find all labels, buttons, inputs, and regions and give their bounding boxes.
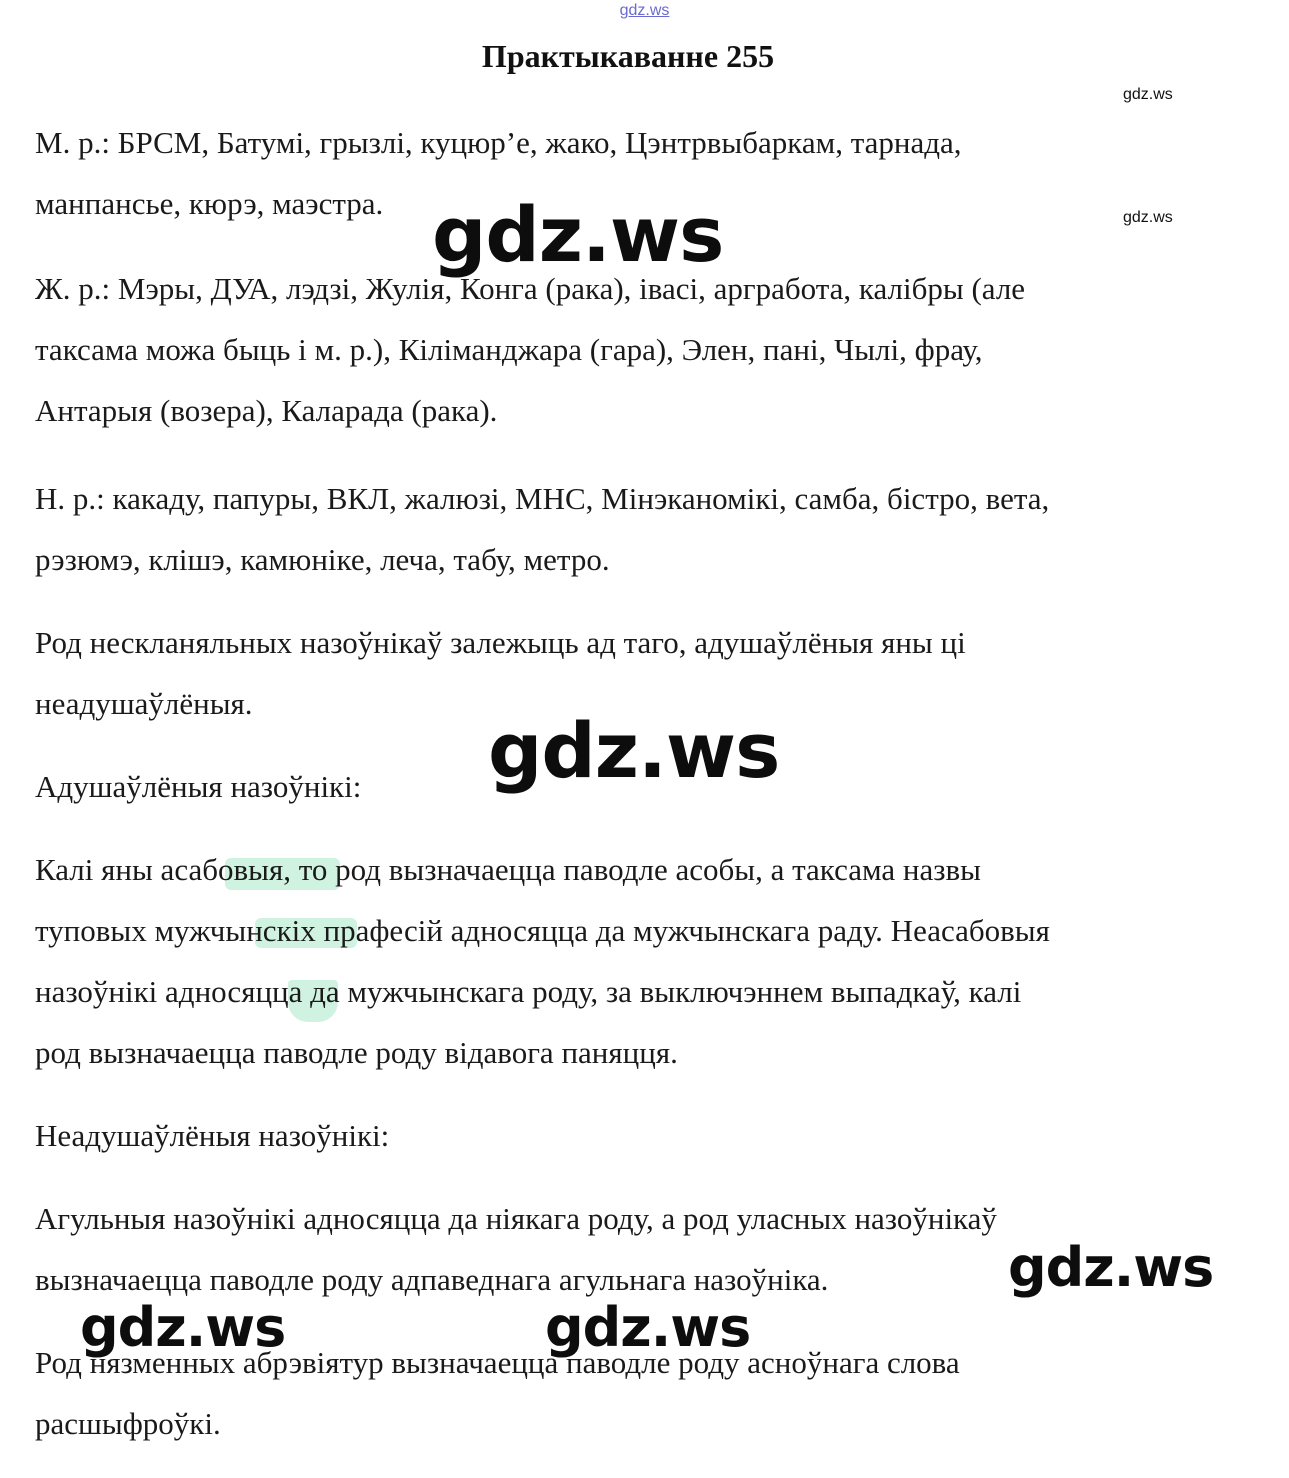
text-line: Адушаўлёныя назоўнікі: — [35, 769, 362, 804]
text-line: род вызначаецца паводле роду відавога паняцця. — [35, 1035, 678, 1070]
paragraph-feminine — [35, 258, 1235, 441]
watermark-large: gdz.ws — [80, 1296, 286, 1359]
text-line: Ж. р.: Мэры, ДУА, лэдзі, Жулія, Конга (рака), івасі, аргработа, калібры (але — [35, 271, 1026, 306]
text-line: манпансье, кюрэ, маэстра. — [35, 186, 384, 221]
text-line: расшыфроўкі. — [35, 1406, 221, 1441]
text-line: М. р.: БРСМ, Батумі, грызлі, куцюр’е, жако, Цэнтрвыбаркам, тарнада, — [35, 125, 962, 160]
header-watermark: gdz.ws — [619, 2, 670, 19]
watermark-large: gdz.ws — [432, 190, 724, 279]
watermark-large: gdz.ws — [1008, 1236, 1214, 1299]
text-line: Неадушаўлёныя назоўнікі: — [35, 1118, 390, 1153]
paragraph-animate — [35, 839, 1235, 1083]
text-line: Агульныя назоўнікі адносяцца да ніякага роду, а род уласных назоўнікаў — [35, 1201, 997, 1236]
text-line: вызначаецца паводле роду адпаведнага агульнага назоўніка. — [35, 1262, 829, 1297]
paragraph-inanimate-heading — [35, 1105, 1235, 1166]
watermark-large: gdz.ws — [488, 706, 780, 795]
text-line: туповых мужчынскіх прафесій адносяцца да мужчынскага раду. Неасабовыя — [35, 913, 1050, 948]
text-line: рэзюмэ, клішэ, камюніке, леча, табу, метро. — [35, 542, 610, 577]
watermark-small: gdz.ws — [1123, 86, 1173, 103]
page-title: Практыкаванне 255 — [481, 38, 775, 74]
text-line: Калі яны асабовыя, то род вызначаецца паводле асобы, а таксама назвы — [35, 852, 981, 887]
text-line: назоўнікі адносяцца да мужчынскага роду, за выключэннем выпадкаў, калі — [35, 974, 1022, 1009]
text-line: Антарыя (возера), Каларада (рака). — [35, 393, 498, 428]
text-line: неадушаўлёныя. — [35, 686, 253, 721]
watermark-large: gdz.ws — [545, 1296, 751, 1359]
text-line: Род нязменных абрэвіятур вызначаецца паводле роду асноўнага слова — [35, 1345, 960, 1380]
paragraph-neuter — [35, 468, 1235, 590]
watermark-small: gdz.ws — [1123, 209, 1173, 226]
text-line: таксама можа быць і м. р.), Кіліманджара (гара), Элен, пані, Чылі, фрау, — [35, 332, 983, 367]
text-line: Н. р.: какаду, папуры, ВКЛ, жалюзі, МНС, Мінэканомікі, самба, бістро, вета, — [35, 481, 1050, 516]
text-line: Род нескланяльных назоўнікаў залежыць ад таго, адушаўлёныя яны ці — [35, 625, 966, 660]
